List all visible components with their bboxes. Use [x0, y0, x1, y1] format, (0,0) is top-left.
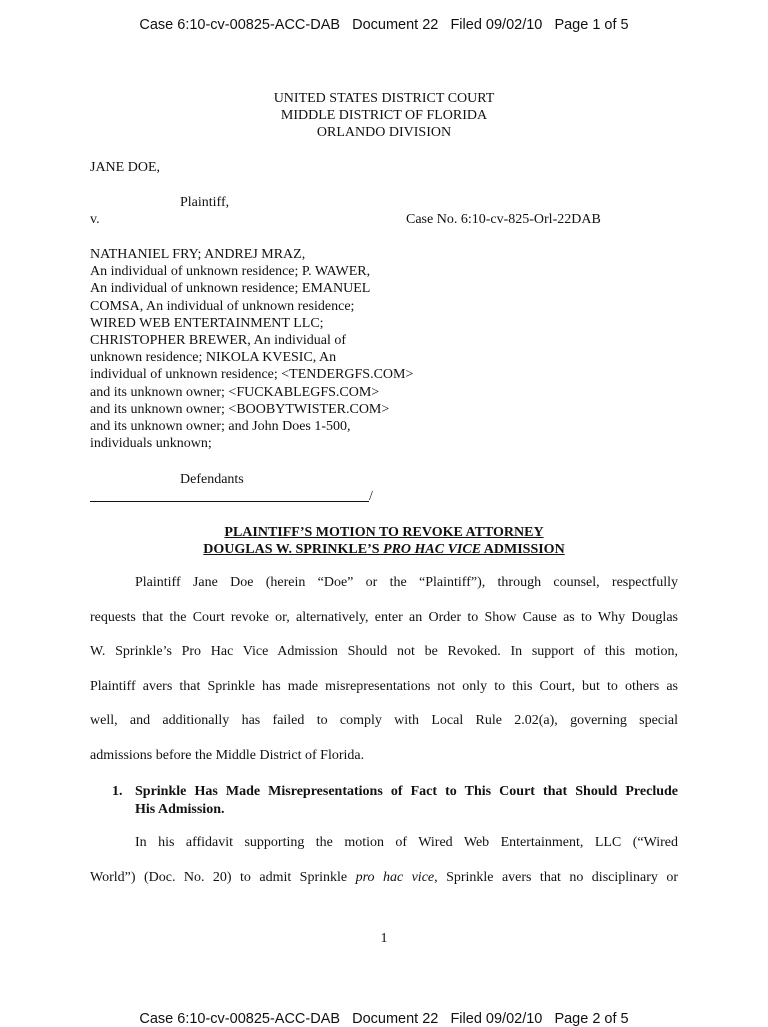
paragraph-line: requests that the Court revoke or, alternatively, enter an Order to Show Cause as to Why Douglas	[90, 609, 678, 625]
defendants-line: individual of unknown residence; <TENDERGFS.COM>	[90, 367, 414, 383]
case-number: Case No. 6:10-cv-825-Orl-22DAB	[406, 212, 601, 227]
caption-slash: /	[369, 489, 373, 504]
motion-title-line2-c: ADMISSION	[481, 542, 565, 558]
defendants-line: An individual of unknown residence; EMANUEL	[90, 281, 371, 297]
court-division: ORLANDO DIVISION	[316, 125, 452, 141]
paragraph-line: Plaintiff Jane Doe (herein “Doe” or the “Plaintiff”), through counsel, respectfully	[135, 575, 678, 590]
defendants-line: CHRISTOPHER BREWER, An individual of	[90, 333, 347, 349]
defendants-line: individuals unknown;	[90, 436, 212, 452]
court-district: MIDDLE DISTRICT OF FLORIDA	[280, 108, 488, 124]
paragraph-text: , Sprinkle avers that no disciplinary or	[434, 869, 679, 885]
section-heading-line2: His Admission.	[135, 801, 225, 817]
defendants-line: COMSA, An individual of unknown residence;	[90, 298, 355, 314]
defendants-line: WIRED WEB ENTERTAINMENT LLC;	[90, 315, 324, 331]
motion-title-line2-italic: PRO HAC VICE	[383, 542, 482, 558]
paragraph-text: World”) (Doc. No. 20) to admit Sprinkle	[90, 869, 356, 885]
next-page-header-stamp: Case 6:10-cv-00825-ACC-DAB Document 22 Filed 09/02/10 Page 2 of 5	[139, 1011, 629, 1027]
defendants-line: and its unknown owner; <BOOBYTWISTER.COM>	[90, 401, 390, 417]
defendants-line: and its unknown owner; <FUCKABLEGFS.COM>	[90, 384, 380, 400]
affidavit-paragraph	[90, 826, 678, 895]
paragraph-italic-text: pro hac vice	[355, 869, 435, 885]
defendants-line: An individual of unknown residence; P. WAWER,	[90, 264, 371, 280]
caption-signature-rule	[90, 501, 369, 502]
motion-title-line2-a: DOUGLAS W. SPRINKLE’S	[203, 542, 384, 558]
page-number: 1	[380, 931, 388, 946]
paragraph-line: In his affidavit supporting the motion of Wired Web Entertainment, LLC (“Wired	[135, 835, 678, 850]
section-heading-line1: Sprinkle Has Made Misrepresentations of Fact to This Court that Should Preclude	[135, 784, 678, 799]
plaintiff-name: JANE DOE,	[90, 160, 160, 175]
section-number: 1.	[112, 784, 123, 799]
defendants-line: and its unknown owner; and John Does 1-500,	[90, 419, 351, 435]
paragraph-line: well, and additionally has failed to comply with Local Rule 2.02(a), governing special	[90, 713, 678, 728]
motion-title-line1: PLAINTIFF’S MOTION TO REVOKE ATTORNEY	[224, 525, 544, 540]
document-header-stamp: Case 6:10-cv-00825-ACC-DAB Document 22 Filed 09/02/10 Page 1 of 5	[139, 17, 629, 33]
paragraph-line-italic-mix	[90, 861, 678, 896]
court-heading	[0, 90, 768, 142]
versus-label: v.	[90, 212, 100, 227]
intro-paragraph	[90, 566, 678, 773]
defendants-line: unknown residence; NIKOLA KVESIC, An	[90, 350, 337, 366]
paragraph-line: Plaintiff avers that Sprinkle has made misrepresentations not only to this Court, but to others as	[90, 678, 678, 694]
defendants-role: Defendants	[180, 472, 244, 487]
paragraph-line: admissions before the Middle District of Florida.	[90, 747, 365, 763]
defendants-list	[90, 246, 413, 452]
court-name: UNITED STATES DISTRICT COURT	[273, 91, 495, 106]
defendants-line: NATHANIEL FRY; ANDREJ MRAZ,	[90, 247, 306, 262]
section-heading-1	[112, 783, 678, 818]
motion-title	[0, 524, 768, 558]
plaintiff-role: Plaintiff,	[180, 195, 230, 210]
paragraph-line: W. Sprinkle’s Pro Hac Vice Admission Should not be Revoked. In support of this motion,	[90, 644, 678, 659]
